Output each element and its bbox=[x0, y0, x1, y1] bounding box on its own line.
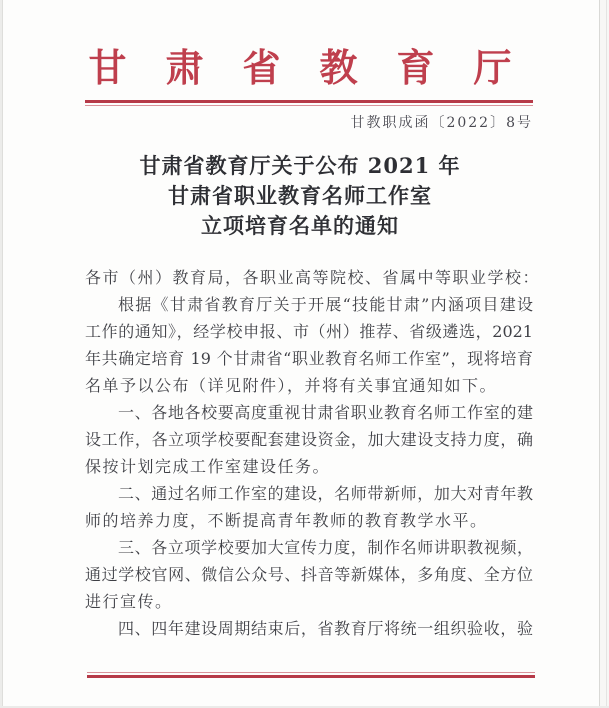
document-title-line-3: 立项培育名单的通知 bbox=[201, 213, 399, 238]
document-title-line-1: 甘肃省教育厅关于公布 2021 年 bbox=[139, 153, 461, 178]
letterhead-rule-thin bbox=[85, 105, 533, 106]
scan-edge-right bbox=[599, 0, 600, 708]
body-line: 四、四年建设周期结束后，省教育厅将统一组织验收，验 bbox=[118, 619, 533, 638]
body-line: 根据《甘肃省教育厅关于开展“技能甘肃”内涵项目建设 bbox=[118, 295, 533, 314]
body-line: 二、通过名师工作室的建设，名师带新师，加大对青年教 bbox=[118, 484, 533, 503]
document-body bbox=[85, 264, 541, 642]
body-line: 设工作，各立项学校要配套建设资金，加大建设支持力度，确 bbox=[85, 430, 533, 449]
letterhead-rule-thick bbox=[85, 100, 533, 103]
document-title-line-2: 甘肃省职业教育名师工作室 bbox=[168, 183, 432, 208]
body-line: 进行宣传。 bbox=[85, 592, 173, 611]
body-line: 通过学校官网、微信公众号、抖音等新媒体，多角度、全方位 bbox=[85, 565, 533, 584]
footer-rule-thick bbox=[87, 675, 535, 678]
letterhead-agency-name: 甘肃省教育厅 bbox=[88, 45, 551, 90]
footer-divider-rule bbox=[87, 672, 535, 678]
document-title bbox=[0, 151, 600, 241]
body-line: 各市（州）教育局，各职业高等院校、省属中等职业学校： bbox=[85, 268, 541, 287]
body-line: 师的培养力度，不断提高青年教师的教育教学水平。 bbox=[85, 511, 488, 530]
body-line: 一、各地各校要高度重视甘肃省职业教育名师工作室的建 bbox=[118, 403, 533, 422]
scan-edge-left bbox=[2, 0, 3, 708]
body-line: 年共确定培育 19 个甘肃省“职业教育名师工作室”，现将培育 bbox=[85, 349, 533, 368]
document-number: 甘教职成函〔2022〕8号 bbox=[350, 115, 533, 131]
body-line: 三、各立项学校要加大宣传力度，制作名师讲职教视频， bbox=[118, 538, 533, 557]
body-line: 工作的通知》，经学校申报、市（州）推荐、省级遴选，2021 bbox=[85, 322, 533, 341]
body-line: 名单予以公布（详见附件），并将有关事宜通知如下。 bbox=[85, 376, 498, 395]
scan-edge-right-line bbox=[606, 0, 607, 708]
footer-rule-thin bbox=[87, 672, 535, 673]
letterhead-divider-rule bbox=[85, 100, 533, 106]
body-line: 保按计划完成工作室建设任务。 bbox=[85, 457, 331, 476]
scan-edge-right-outer bbox=[600, 0, 609, 708]
